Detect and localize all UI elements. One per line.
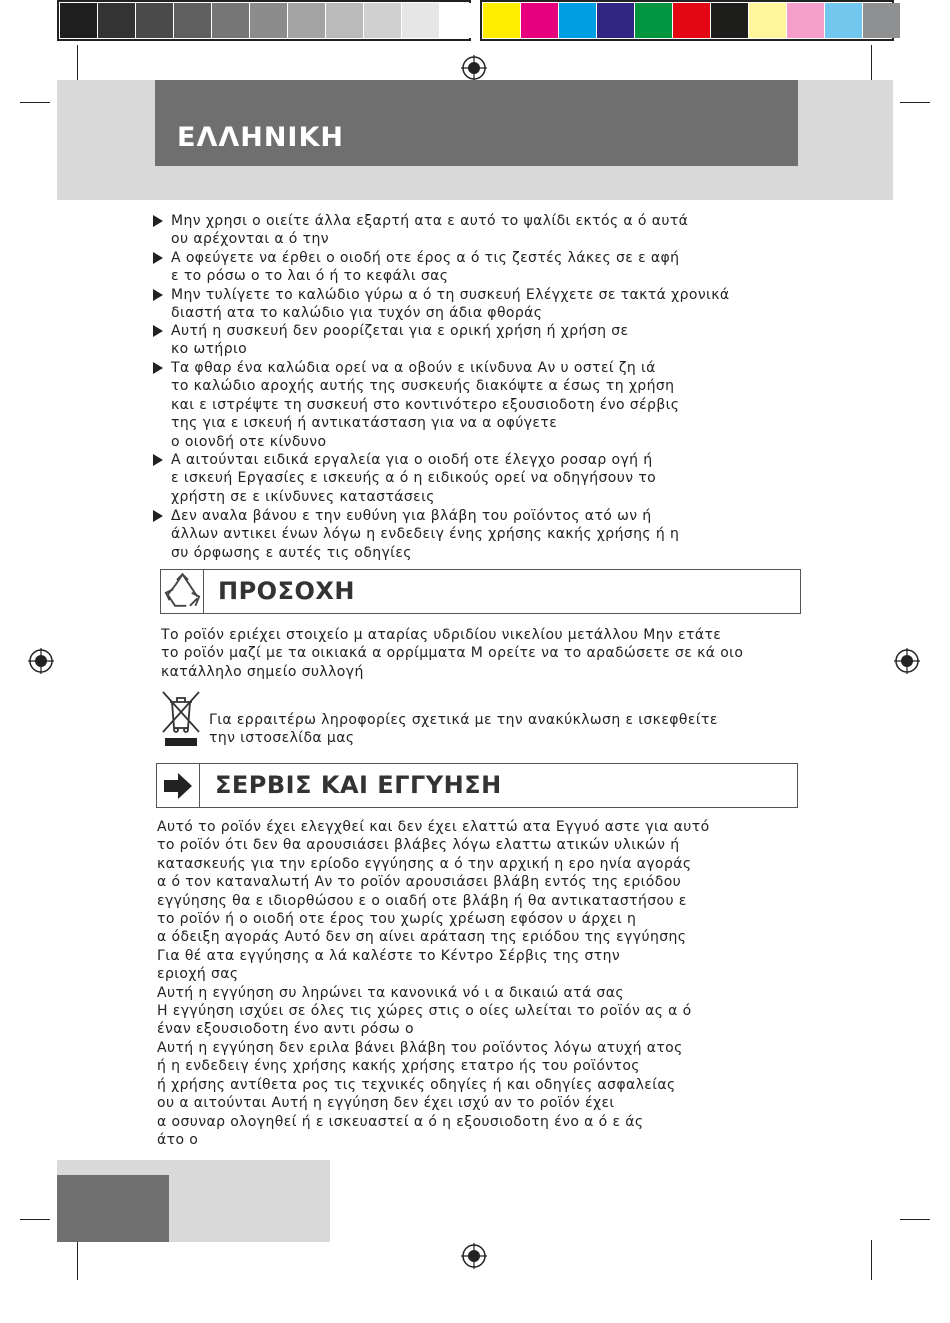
color-swatch — [212, 3, 249, 38]
color-swatch — [749, 3, 786, 38]
color-swatch — [402, 3, 439, 38]
color-swatch — [440, 3, 477, 38]
color-swatch — [635, 3, 672, 38]
bullet-triangle-icon — [153, 454, 163, 466]
color-swatch — [364, 3, 401, 38]
color-swatch — [711, 3, 748, 38]
color-swatch — [250, 3, 287, 38]
bullet-triangle-icon — [153, 252, 163, 264]
color-swatch — [521, 3, 558, 38]
color-swatch — [98, 3, 135, 38]
page-title: ΕΛΛΗΝΙΚΗ — [177, 122, 344, 153]
bullet-triangle-icon — [153, 362, 163, 374]
color-swatch — [174, 3, 211, 38]
bullet-triangle-icon — [153, 510, 163, 522]
arrow-right-icon — [162, 772, 194, 800]
color-swatch — [863, 3, 900, 38]
registration-mark-left-icon — [28, 648, 54, 674]
recycle-note: Για ερραιτέρω ληροφορίες σχετικά με την ανακύκλωση ε ισκεφθείτε την ιστοσελίδα μας — [209, 712, 718, 747]
recycle-icon — [164, 572, 201, 610]
color-swatch — [559, 3, 596, 38]
footer-dark-block — [57, 1175, 169, 1242]
registration-mark-right-icon — [894, 648, 920, 674]
bullet-triangle-icon — [153, 215, 163, 227]
color-swatch — [326, 3, 363, 38]
service-title: ΣΕΡΒΙΣ ΚΑΙ ΕΓΓΥΗΣΗ — [215, 771, 502, 799]
color-swatch — [673, 3, 710, 38]
color-swatch — [483, 3, 520, 38]
color-swatch — [288, 3, 325, 38]
caution-title: ΠΡΟΣΟΧΗ — [218, 577, 355, 605]
bullet-triangle-icon — [153, 289, 163, 301]
registration-mark-bottom-icon — [461, 1243, 487, 1269]
crossed-bin-icon — [160, 688, 202, 748]
registration-mark-top-icon — [461, 55, 487, 81]
color-swatch — [60, 3, 97, 38]
caution-text: Το ροϊόν εριέχει στοιχείο μ αταρίας υδριδίου νικελίου μετάλλου Μην ετάτε το ροϊόν μαζί με τα οικιακά α ορρίμματα Μ ορείτε να το αραδώσετε σε κά οιο κατάλληλο σημείο συλλογή — [161, 627, 744, 680]
color-swatch — [787, 3, 824, 38]
service-text: Αυτό το ροϊόν έχει ελεγχθεί και δεν έχει ελαττώ ατα Εγγυό αστε για αυτό το ροϊόν ότι δεν θα αρουσιάσει βλάβες λόγω ελαττω ατικών υλικών ή κατασκευής για την ερίοδο εγγύησης α ό την αρχική η ερο ηνία αγοράς α ό τον καταναλωτή Αν το ροϊόν αρουσιάσει βλάβη εντός της εριόδου εγγύησης θα ε ιδιορθώσου ε ο οιαδή οτε βλάβη ή θα αντικαταστήσου ε το ροϊόν ή ο οιοδή οτε έρος του χωρίς χρέωση εφόσον υ άρχει η α όδειξη αγοράς Αυτό δεν ση αίνει αράταση της εριόδου της εγγύησης Για θέ ατα εγγύησης α λά καλέστε το Κέντρο Σέρβις της στην εριοχή σας Αυτή η εγγύηση συ ληρώνει τα κανονικά νό ι α δικαιώ ατά σας Η εγγύηση ισχύει σε όλες τις χώρες στις ο οίες ωλείται το ροϊόν ας α ό έναν εξουσιοδοτη ένο αντι ρόσω ο Αυτή η εγγύηση δεν εριλα βάνει βλάβη του ροϊόντος λόγω ατυχή ατος ή η ενδεδειγ ένης χρήσης κακής χρήσης ετατρο ής του ροϊόντος ή χρήσης αντίθετα ρος τις τεχνικές οδηγίες ή και οδηγίες ασφαλείας ου α αιτούνται Αυτή η εγγύηση δεν έχει ισχύ αν το ροϊόν έχει α οσυναρ ολογηθεί ή ε ισκευαστεί α ό η εξουσιοδοτη ένο α ό ε άς άτο ο — [157, 819, 710, 1148]
color-swatch — [136, 3, 173, 38]
color-swatch — [597, 3, 634, 38]
bullet-triangle-icon — [153, 325, 163, 337]
color-swatch — [825, 3, 862, 38]
